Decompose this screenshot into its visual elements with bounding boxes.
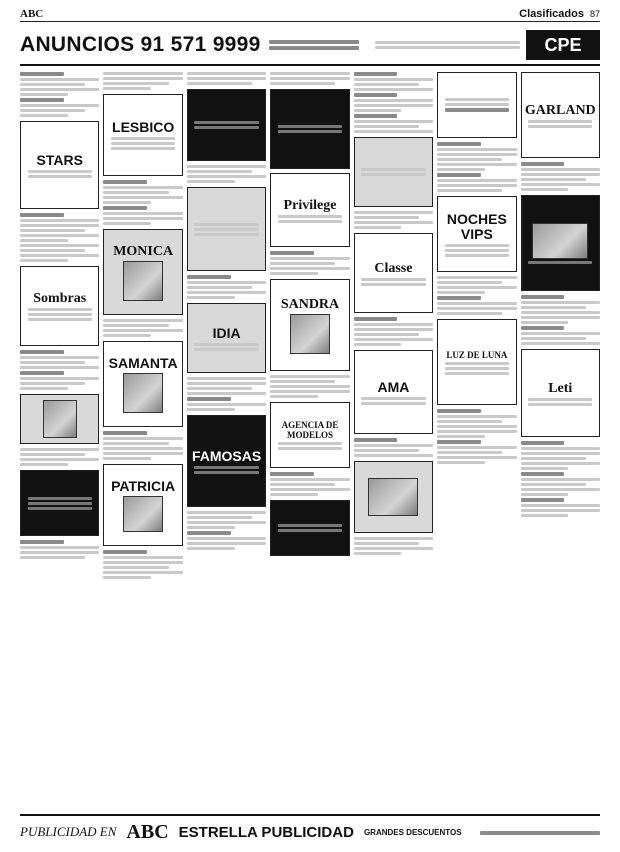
listing-block <box>521 295 600 345</box>
privilege-ad-title: Privilege <box>283 197 337 213</box>
monica-ad <box>103 229 182 315</box>
listing-block <box>103 431 182 460</box>
listing-block <box>20 540 99 559</box>
model-photo <box>123 496 163 532</box>
listing-block <box>103 319 182 337</box>
leti-ad <box>521 349 600 437</box>
section-title: Clasificados <box>519 7 584 20</box>
column-3 <box>187 72 266 808</box>
header-contact <box>269 40 359 50</box>
stars-ad <box>20 121 99 209</box>
luz-de-luna-ad-title: LUZ DE LUNA <box>446 349 508 360</box>
samanta-ad-title: SAMANTA <box>108 354 178 371</box>
model-photo <box>123 373 163 413</box>
video-ad <box>270 500 349 556</box>
footer-phones <box>480 826 600 838</box>
classifieds-grid <box>20 72 600 808</box>
listing-block <box>270 375 349 398</box>
listing-block <box>270 472 349 496</box>
ad-header <box>20 26 600 66</box>
garland-ad <box>521 72 600 158</box>
listing-block <box>354 438 433 457</box>
inauguracion-ad <box>187 187 266 271</box>
sandra-ad-title: SANDRA <box>280 296 340 312</box>
sombras-ad <box>20 266 99 346</box>
dinner-ad <box>270 89 349 169</box>
column-6 <box>437 72 516 808</box>
listing-block <box>270 72 349 85</box>
maria-ad <box>20 394 99 444</box>
garland-ad-title: GARLAND <box>524 102 596 118</box>
listing-block <box>187 511 266 550</box>
ortenbach-ad <box>437 72 516 138</box>
privilege-ad <box>270 173 349 247</box>
idia-ad <box>187 303 266 373</box>
listing-block <box>187 275 266 299</box>
column-5 <box>354 72 433 808</box>
column-7 <box>521 72 600 808</box>
listing-block <box>103 72 182 90</box>
noches-vips-ad-title: NOCHES VIPS <box>446 210 507 242</box>
listing-block <box>354 211 433 229</box>
samanta-ad <box>103 341 182 427</box>
listing-block <box>20 213 99 262</box>
footer-publicidad: PUBLICIDAD EN <box>20 824 117 839</box>
page-number: 87 <box>589 8 600 19</box>
agencia-modelos-ad-title: AGENCIA DE MODELOS <box>281 420 339 440</box>
column-4 <box>270 72 349 808</box>
model-photo <box>290 314 330 354</box>
listing-block <box>437 276 516 315</box>
luz-de-luna-ad <box>437 319 516 405</box>
listing-block <box>187 72 266 85</box>
escort-ad <box>187 89 266 161</box>
newspaper-brand: ABC <box>20 7 44 20</box>
masthead-right <box>519 8 600 20</box>
lesbico-ad-title: LESBICO <box>112 119 175 135</box>
japonesas-ad <box>521 195 600 291</box>
model-photo <box>43 400 77 438</box>
model-photo <box>532 223 588 259</box>
listing-block <box>437 409 516 464</box>
patricia-ad <box>103 464 182 546</box>
famosas-ad <box>187 415 266 507</box>
header-title: ANUNCIOS 91 571 9999 <box>20 33 261 56</box>
header-bullets <box>369 41 526 49</box>
listing-block <box>187 377 266 411</box>
alto-nivel-ad <box>354 137 433 207</box>
patricia-ad-title: PATRICIA <box>111 477 176 494</box>
sombras-ad-title: Sombras <box>33 291 87 306</box>
listing-block <box>20 448 99 466</box>
sandra-ad <box>270 279 349 371</box>
listing-block <box>354 317 433 346</box>
footer-estrella: ESTRELLA PUBLICIDAD <box>178 823 354 841</box>
inaugurarmos-ad <box>354 461 433 533</box>
listing-block <box>521 162 600 191</box>
model-photo <box>368 478 418 516</box>
masthead <box>20 6 600 22</box>
listing-block <box>354 537 433 555</box>
column-2 <box>103 72 182 808</box>
ama-ad <box>354 350 433 434</box>
noches-vips-ad <box>437 196 516 272</box>
famosas-ad-title: FAMOSAS <box>191 447 262 464</box>
listing-block <box>270 251 349 275</box>
model-photo <box>123 261 163 301</box>
listing-block <box>20 72 99 117</box>
peep-show-ad <box>20 470 99 536</box>
listing-block <box>20 350 99 390</box>
footer-bar <box>20 814 600 844</box>
classe-ad-title: Classe <box>374 260 413 276</box>
column-1 <box>20 72 99 808</box>
agencia-modelos-ad <box>270 402 349 468</box>
listing-block <box>521 441 600 517</box>
masthead-left <box>20 8 43 20</box>
stars-ad-title: STARS <box>36 151 83 168</box>
idia-ad-title: IDIA <box>212 324 241 341</box>
listing-block <box>103 180 182 225</box>
classe-ad <box>354 233 433 313</box>
listing-block <box>354 72 433 133</box>
listing-block <box>187 165 266 183</box>
monica-ad-title: MONICA <box>113 243 174 259</box>
cpe-logo: CPE <box>526 30 600 60</box>
listing-block <box>103 550 182 579</box>
ama-ad-title: AMA <box>377 378 410 395</box>
lesbico-ad <box>103 94 182 176</box>
listing-block <box>437 142 516 192</box>
footer-descuentos: GRANDES DESCUENTOS <box>363 827 462 837</box>
leti-ad-title: Leti <box>548 380 573 396</box>
footer-brand: ABC <box>126 820 169 843</box>
